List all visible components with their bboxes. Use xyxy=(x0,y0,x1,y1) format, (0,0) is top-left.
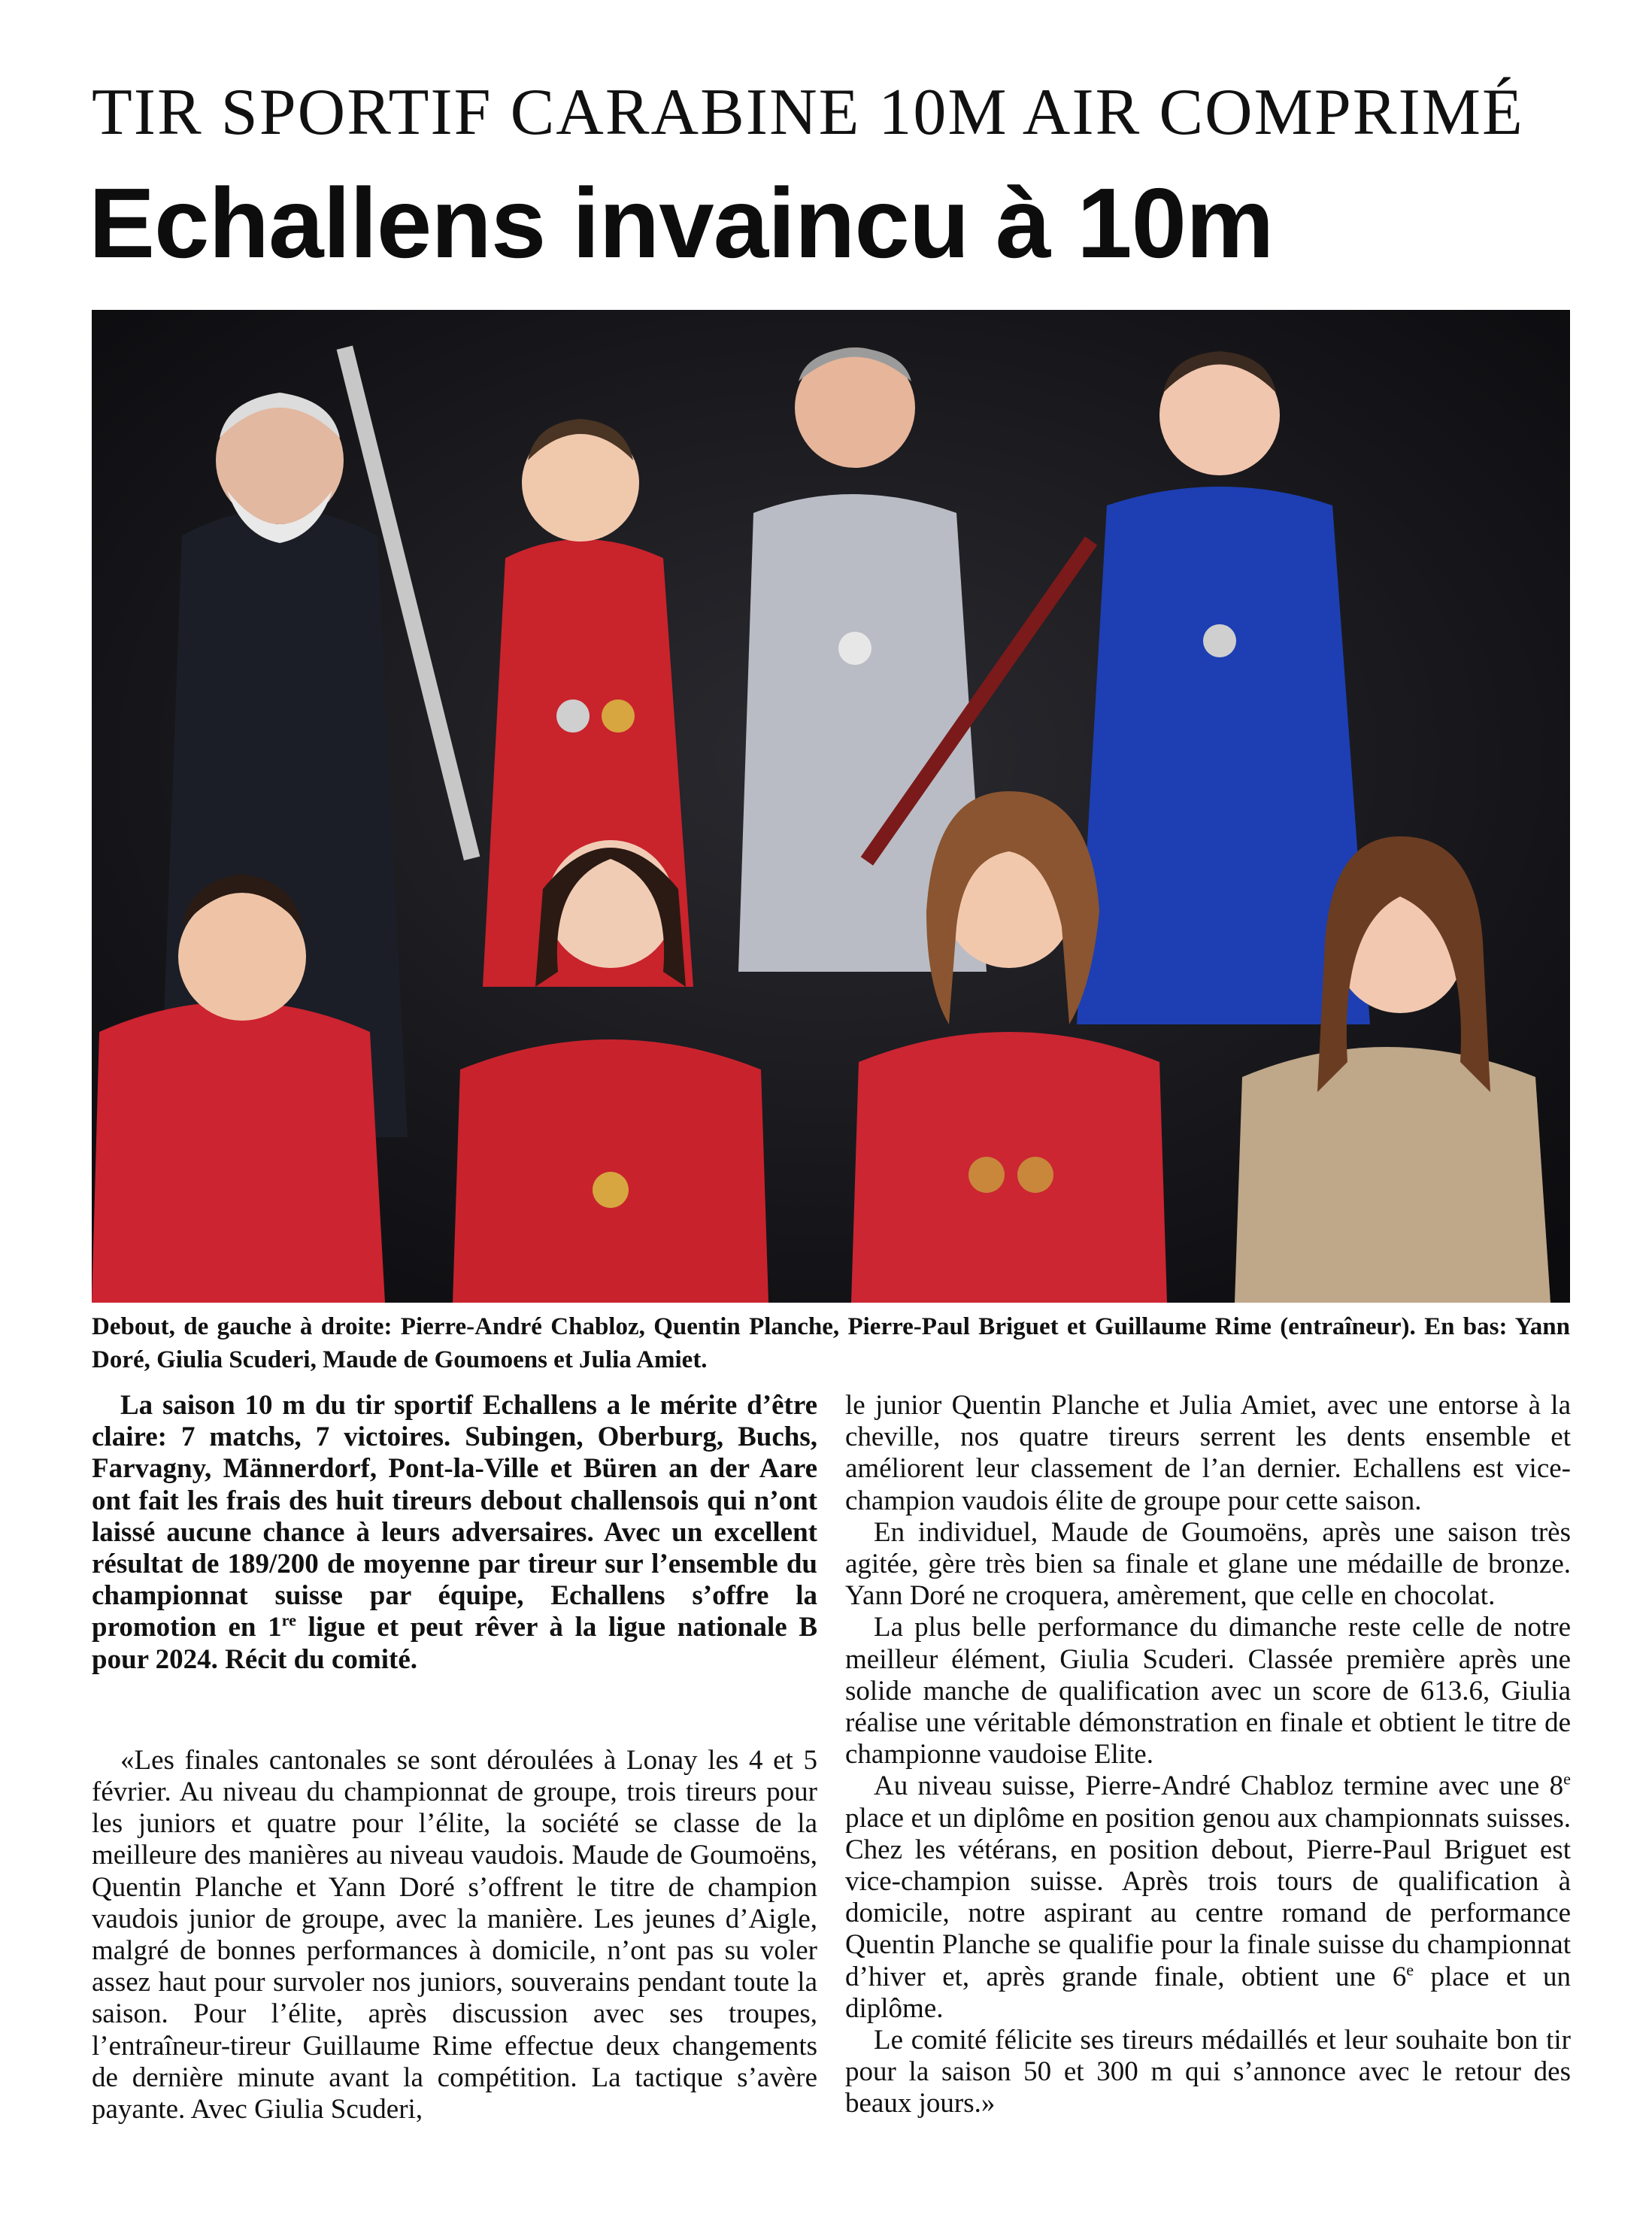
lead-text-2: ligue et peut rêver à la ligue nationale B pour 2024. Récit du comité. xyxy=(92,1612,817,1675)
lead-superscript: re xyxy=(281,1611,296,1631)
body-right-paragraph-2: En individuel, Maude de Goumoëns, après une saison très agitée, gère très bien sa finale et glane une médaille de bronze. Yann Doré ne croquera, amèrement, que celle en chocolat. xyxy=(845,1516,1571,1612)
body-right-paragraph-5: Le comité félicite ses tireurs médaillés et leur souhaite bon tir pour la saison 50 et 300 m qui s’annonce avec le retour des beaux jours.» xyxy=(845,2025,1571,2119)
article-column-left xyxy=(92,1390,817,2125)
article-lead xyxy=(92,1390,817,1676)
lead-text-1: La saison 10 m du tir sportif Echallens a le mérite d’être claire: 7 matchs, 7 victoires. Subingen, Oberburg, Buchs, Farvagny, Männerdorf, Pont-la-Ville et Büren an der Aare ont fait les frais des huit tireurs debout challensois qui n’ont laissé aucune chance à leurs adversaires. Avec un excellent résultat de 189/200 de moyenne par tireur sur l’ensemble du championnat suisse par équipe, Echallens s’offre la promotion en 1 xyxy=(92,1390,817,1643)
article-headline: Echallens invaincu à 10m xyxy=(89,168,1274,278)
team-photo xyxy=(92,310,1570,1303)
photo-caption: Debout, de gauche à droite: Pierre-André Chabloz, Quentin Planche, Pierre-Paul Briguet et Guillaume Rime (entraîneur). En bas: Yann Doré, Giulia Scuderi, Maude de Goumoens et Julia Amiet. xyxy=(92,1313,1570,1373)
body-right-paragraph-3: La plus belle performance du dimanche reste celle de notre meilleur élément, Giulia Scuderi. Classée première après une solide manche de qualification avec un score de 613.6, Giulia réalise une véritable démonstration en finale et obtient le titre de championne vaudoise Elite. xyxy=(845,1612,1571,1770)
article-column-right xyxy=(845,1390,1571,2120)
article-kicker: TIR SPORTIF CARABINE 10M AIR COMPRIMÉ xyxy=(92,76,1524,149)
body-left-paragraph: «Les finales cantonales se sont déroulées à Lonay les 4 et 5 février. Au niveau du championnat de groupe, trois tireurs pour les juniors et quatre pour l’élite, la société se classe de la meilleure des manières au niveau vaudois. Maude de Goumoëns, Quentin Planche et Yann Doré s’offrent le titre de champion vaudois junior de groupe, avec la manière. Les jeunes d’Aigle, malgré de bonnes performances à domicile, n’ont pas su voler assez haut pour survoler nos juniors, souverains pendant toute la saison. Pour l’élite, après discussion avec ses troupes, l’entraîneur-tireur Guillaume Rime effectue deux changements de dernière minute avant la compétition. La tactique s’avère payante. Avec Giulia Scuderi, xyxy=(92,1744,817,2125)
body-right-paragraph-4: Au niveau suisse, Pierre-André Chabloz termine avec une 8e place et un diplôme en position genou aux championnats suisses. Chez les vétérans, en position debout, Pierre-Paul Briguet est vice-champion suisse. Après trois tours de qualification à domicile, notre aspirant au centre romand de performance Quentin Planche se qualifie pour la finale suisse du championnat d’hiver et, après grande finale, obtient une 6e place et un diplôme. xyxy=(845,1770,1572,2024)
body-right-paragraph-1: le junior Quentin Planche et Julia Amiet, avec une entorse à la cheville, nos quatre tireurs serrent les dents ensemble et améliorent leur classement de l’an dernier. Echallens est vice-champion vaudois élite de groupe pour cette saison. xyxy=(845,1390,1571,1516)
